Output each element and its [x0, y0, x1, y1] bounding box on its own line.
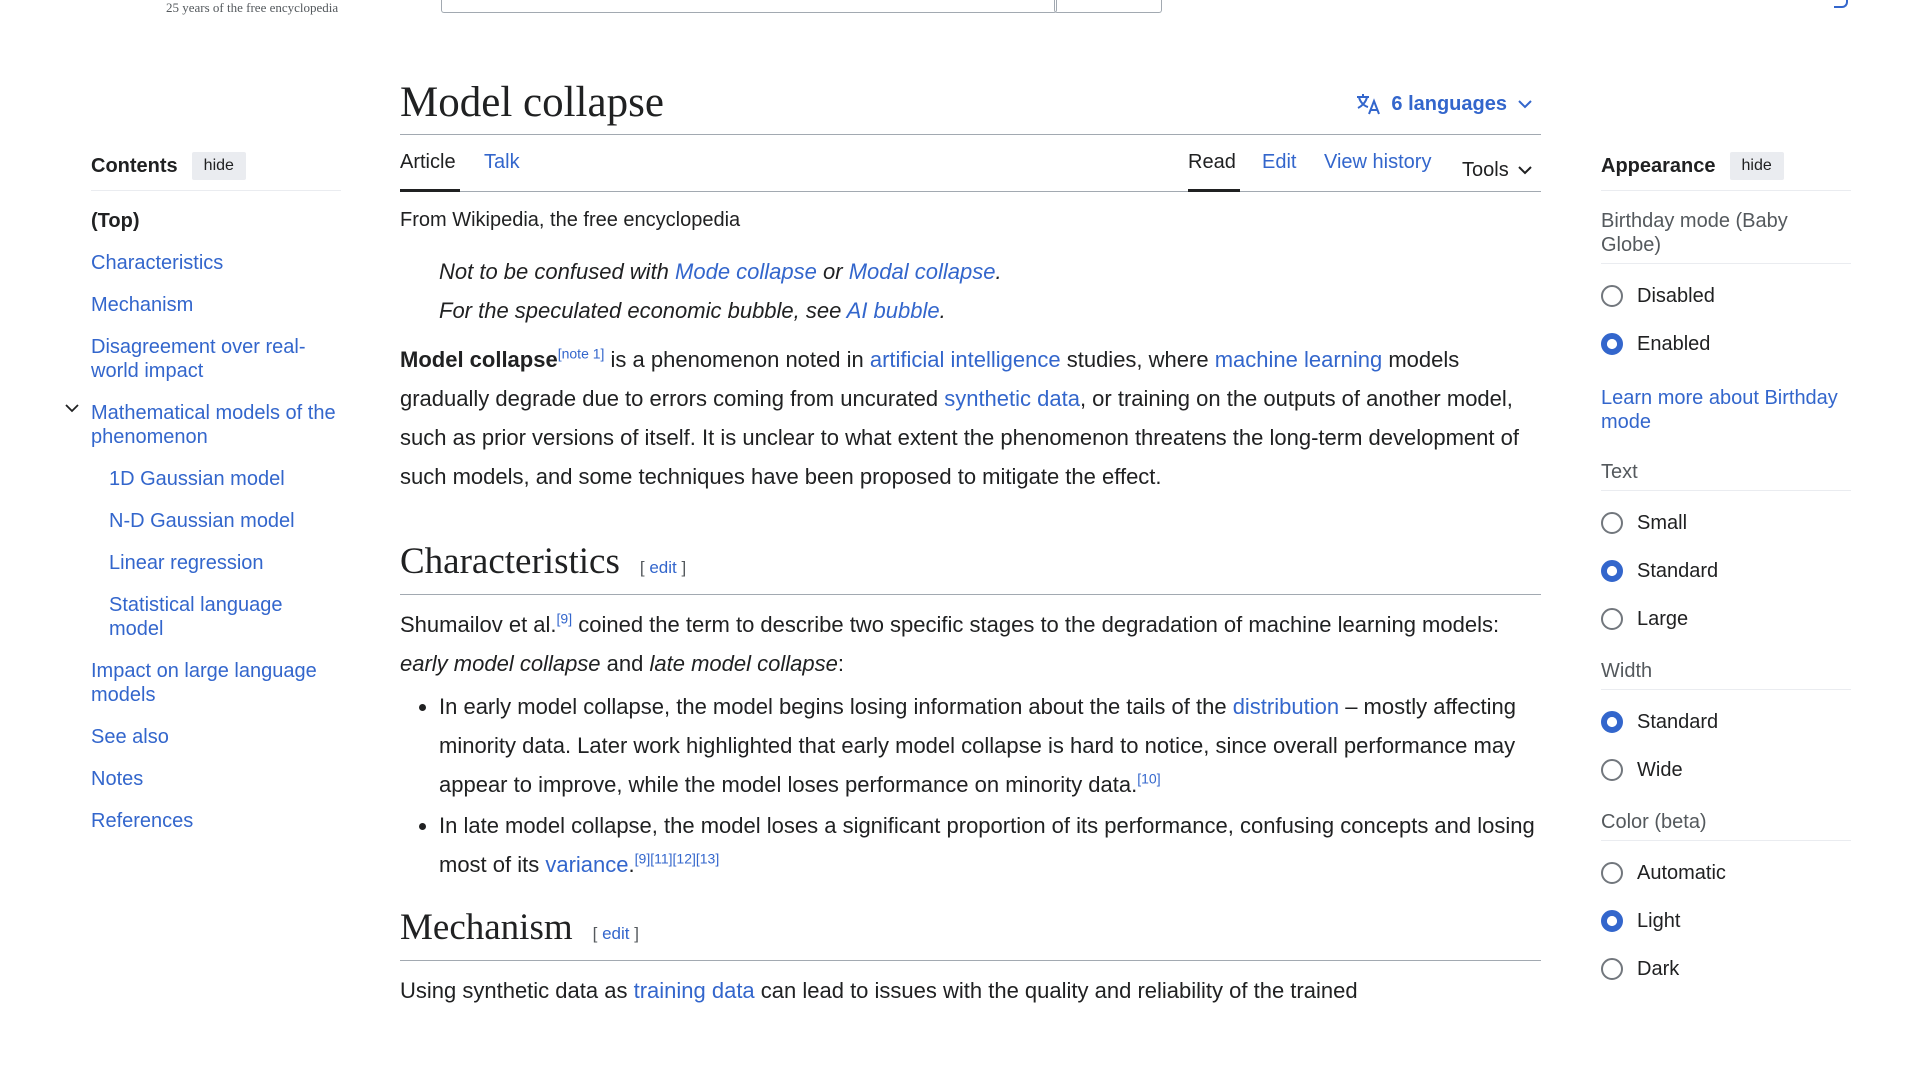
section-edit-link[interactable]: [ edit ] [592, 924, 639, 943]
toc-header [91, 150, 341, 191]
search-button[interactable] [1054, 0, 1162, 13]
citation-ref[interactable]: [9][11][12][13] [634, 850, 720, 867]
translate-icon [1355, 92, 1383, 116]
link-ai-bubble[interactable]: AI bubble [846, 298, 940, 323]
toc-item-disagreement[interactable]: Disagreement over real-world impact [91, 336, 306, 382]
toc-item-label: Mathematical models of the phenomenon [91, 402, 336, 448]
chevron-down-icon [1517, 98, 1533, 110]
radio-text-standard[interactable] [1601, 547, 1851, 595]
toc-item-notes[interactable]: Notes [91, 768, 144, 790]
width-label: Width [1601, 659, 1851, 690]
hatnotes [400, 252, 1541, 330]
lead-text: models gradually degrade due to errors coming from uncurated [400, 347, 1460, 411]
characteristics-paragraph [400, 605, 1541, 683]
section-edit-link[interactable]: [ edit ] [639, 558, 687, 577]
mechanism-paragraph [400, 971, 1541, 1010]
radio-label: Large [1637, 607, 1689, 630]
radio-text-large[interactable] [1601, 595, 1851, 643]
radio-width-standard[interactable] [1601, 698, 1851, 746]
para-text: coined the term to describe two specific stages to the degradation of machine learning models: [572, 612, 1500, 637]
toc-item-top[interactable]: (Top) [91, 210, 140, 232]
characteristics-list [400, 687, 1541, 884]
link-mode-collapse[interactable]: Mode collapse [675, 259, 817, 284]
appearance-title: Appearance [1601, 154, 1716, 177]
radio-label: Small [1637, 511, 1688, 534]
site-tagline: 25 years of the free encyclopedia [166, 0, 339, 15]
list-text: – mostly affecting minority data. Later work highlighted that early model collapse is hard to notice, since overall performance may appear to improve, while the model loses performance on minority data. [439, 694, 1516, 797]
citation-ref[interactable]: [10] [1137, 770, 1161, 787]
text-size-options [1601, 499, 1851, 643]
hatnote-text: . [995, 259, 1002, 284]
para-text: Shumailov et al. [400, 612, 557, 637]
tab-article[interactable]: Article [400, 151, 460, 192]
toc-title: Contents [91, 154, 178, 177]
para-text: and [600, 651, 650, 676]
appearance-hide-button[interactable]: hide [1730, 152, 1784, 180]
para-emphasis: late model collapse [649, 651, 838, 676]
lead-term: Model collapse [400, 347, 558, 372]
lead-text: , or training on the outputs of another model, such as prior versions of itself. It is unclear to what extent the phenomenon threatens the long-term development of such models, and some techniques have been proposed to mitigate the effect. [400, 386, 1519, 489]
tab-edit[interactable]: Edit [1262, 151, 1297, 173]
radio-button[interactable] [1601, 608, 1623, 630]
site-subtitle: From Wikipedia, the free encyclopedia [400, 209, 741, 231]
title-row [400, 74, 1541, 135]
user-menu-icon[interactable] [1834, 0, 1848, 8]
radio-label: Disabled [1637, 284, 1715, 307]
radio-width-wide[interactable] [1601, 746, 1851, 794]
edit-link[interactable]: edit [602, 924, 630, 943]
radio-label: Light [1637, 909, 1681, 932]
radio-button[interactable] [1601, 958, 1623, 980]
section-heading-mechanism [400, 902, 1541, 961]
radio-label: Automatic [1637, 861, 1726, 884]
tab-tools-label: Tools [1462, 158, 1509, 181]
toc-item-1d-gaussian[interactable]: 1D Gaussian model [109, 468, 285, 490]
radio-label: Standard [1637, 710, 1719, 733]
list-text: In late model collapse, the model loses a significant proportion of its performance, confusing concepts and losing most of its [439, 813, 1535, 877]
radio-button[interactable] [1601, 285, 1623, 307]
radio-button[interactable] [1601, 910, 1623, 932]
para-text: can lead to issues with the quality and reliability of the trained [754, 978, 1358, 1003]
hatnote-text: Not to be confused with [439, 259, 676, 284]
radio-label: Dark [1637, 957, 1680, 980]
toc-item-characteristics[interactable]: Characteristics [91, 252, 224, 274]
para-text: : [837, 651, 844, 676]
tab-tools[interactable] [1462, 151, 1533, 189]
toc-item-see-also[interactable]: See also [91, 726, 169, 748]
lead-text: is a phenomenon noted in [604, 347, 870, 372]
tab-read[interactable]: Read [1188, 151, 1240, 192]
radio-birthday-enabled[interactable] [1601, 320, 1851, 368]
radio-color-automatic[interactable] [1601, 849, 1851, 897]
radio-text-small[interactable] [1601, 499, 1851, 547]
table-of-contents [91, 150, 341, 851]
radio-button[interactable] [1601, 560, 1623, 582]
color-options [1601, 849, 1851, 993]
main-menu-icon[interactable] [70, 0, 96, 2]
page-tabs [400, 135, 1541, 192]
toc-item-nd-gaussian[interactable]: N-D Gaussian model [109, 510, 295, 532]
lead-paragraph [400, 340, 1541, 496]
section-title: Mechanism [400, 907, 573, 948]
radio-button[interactable] [1601, 759, 1623, 781]
hatnote-confusion [439, 252, 1541, 291]
width-options [1601, 698, 1851, 794]
link-training-data[interactable]: training data [633, 978, 755, 1003]
link-variance[interactable]: variance [545, 852, 629, 877]
birthday-mode-label: Birthday mode (Baby Globe) [1601, 209, 1851, 264]
list-item [439, 806, 1541, 884]
link-distribution[interactable]: distribution [1232, 694, 1340, 719]
chevron-down-icon[interactable] [65, 401, 79, 415]
radio-button[interactable] [1601, 333, 1623, 355]
hatnote-bubble [439, 291, 1541, 330]
para-emphasis: early model collapse [400, 651, 601, 676]
radio-birthday-disabled[interactable] [1601, 272, 1851, 320]
toc-item-linear-regression[interactable]: Linear regression [109, 552, 264, 574]
tab-talk[interactable]: Talk [484, 151, 520, 173]
radio-button[interactable] [1601, 512, 1623, 534]
note-ref[interactable]: [note 1] [557, 345, 605, 362]
link-artificial-intelligence[interactable]: artificial intelligence [869, 347, 1061, 372]
toc-item-statistical-language-model[interactable]: Statistical language model [109, 594, 283, 640]
color-label: Color (beta) [1601, 810, 1851, 841]
birthday-mode-options [1601, 272, 1851, 368]
radio-label: Wide [1637, 758, 1683, 781]
toc-item-mathematical-models[interactable] [91, 401, 341, 449]
text-size-label: Text [1601, 460, 1851, 491]
list-text: In early model collapse, the model begins losing information about the tails of the [439, 694, 1233, 719]
radio-color-dark[interactable] [1601, 945, 1851, 993]
citation-ref[interactable]: [9] [556, 610, 573, 627]
radio-label: Enabled [1637, 332, 1711, 355]
list-text: . [628, 852, 635, 877]
radio-button[interactable] [1601, 862, 1623, 884]
hatnote-text: or [816, 259, 849, 284]
chevron-down-icon [1517, 164, 1533, 176]
para-text: Using synthetic data as [400, 978, 634, 1003]
hatnote-text: For the speculated economic bubble, see [439, 298, 847, 323]
toc-hide-button[interactable]: hide [192, 152, 246, 180]
article-main [400, 74, 1541, 1010]
tab-view-history[interactable]: View history [1324, 151, 1432, 173]
appearance-header [1601, 150, 1851, 191]
link-modal-collapse[interactable]: Modal collapse [848, 259, 996, 284]
edit-link[interactable]: edit [649, 558, 677, 577]
section-title: Characteristics [400, 541, 620, 582]
toc-item-references[interactable]: References [91, 810, 194, 832]
toc-item-impact-llm[interactable]: Impact on large language models [91, 660, 317, 706]
language-button[interactable] [1355, 92, 1541, 116]
toc-item-mechanism[interactable]: Mechanism [91, 294, 194, 316]
toc-list [91, 209, 341, 833]
appearance-panel [1601, 150, 1851, 993]
search-input[interactable] [441, 0, 1057, 13]
link-machine-learning[interactable]: machine learning [1214, 347, 1383, 372]
radio-label: Standard [1637, 559, 1719, 582]
article-content [400, 206, 1541, 1010]
lead-text: studies, where [1060, 347, 1215, 372]
radio-color-light[interactable] [1601, 897, 1851, 945]
hatnote-text: . [939, 298, 946, 323]
link-synthetic-data[interactable]: synthetic data [944, 386, 1080, 411]
radio-button[interactable] [1601, 711, 1623, 733]
list-item [439, 687, 1541, 804]
site-header [0, 0, 1920, 20]
section-heading-characteristics [400, 536, 1541, 595]
language-count: 6 languages [1391, 92, 1507, 115]
page-title: Model collapse [400, 79, 664, 126]
learn-more-birthday-link[interactable]: Learn more about Birthday mode [1601, 387, 1838, 433]
